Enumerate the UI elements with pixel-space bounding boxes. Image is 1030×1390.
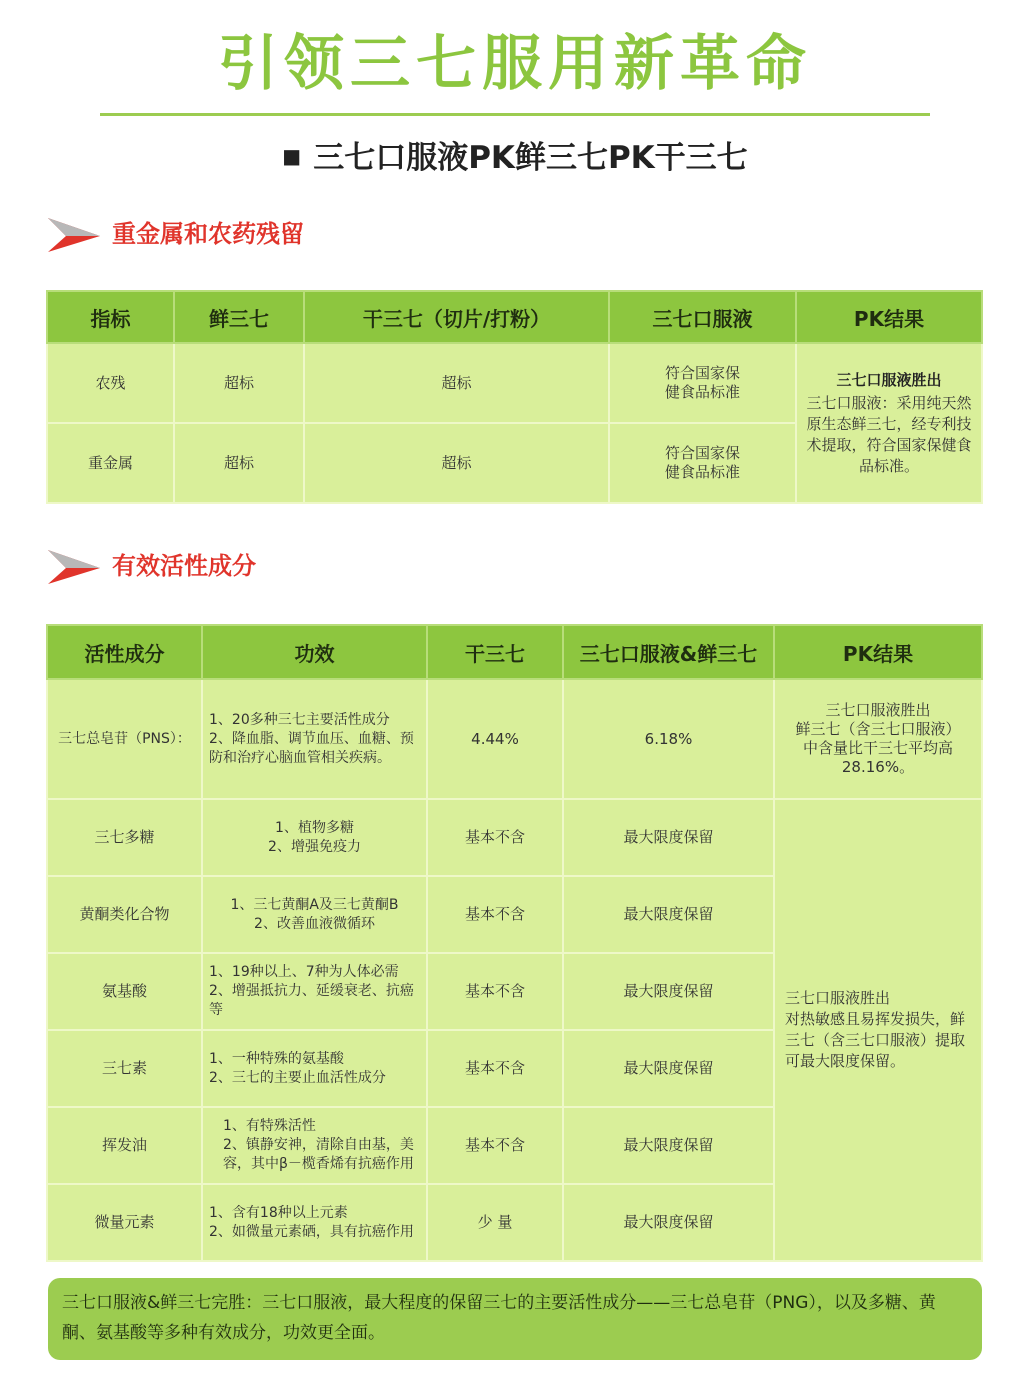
square-bullet-icon: ■ <box>282 144 302 168</box>
liquid-cell: 最大限度保留 <box>563 1030 774 1107</box>
effect-cell: 1、植物多糖 2、增强免疫力 <box>202 799 427 876</box>
summary-banner: 三七口服液&鲜三七完胜：三七口服液，最大程度的保留三七的主要活性成分——三七总皂苷（PNG），以及多糖、黄酮、氨基酸等多种有效成分，功效更全面。 <box>48 1278 982 1360</box>
liquid-cell: 最大限度保留 <box>563 799 774 876</box>
section-heading-ingredients <box>46 544 256 588</box>
effect-cell: 1、有特殊活性 2、镇静安神，清除自由基，美容，其中β－榄香烯有抗癌作用 <box>202 1107 427 1184</box>
fresh-cell: 超标 <box>174 343 304 423</box>
liquid-cell: 符合国家保 健食品标准 <box>609 343 796 423</box>
effect-cell: 1、三七黄酮A及三七黄酮B 2、改善血液微循环 <box>202 876 427 953</box>
table-header-row <box>47 291 982 343</box>
column-header: 三七口服液&鲜三七 <box>563 625 774 679</box>
liquid-cell: 最大限度保留 <box>563 1107 774 1184</box>
dry-cell: 基本不含 <box>427 1030 563 1107</box>
liquid-cell: 最大限度保留 <box>563 876 774 953</box>
section-heading-residue <box>46 212 304 256</box>
pk-result-cell <box>796 343 982 503</box>
page-title: 引领三七服用新革命 <box>218 29 812 99</box>
liquid-cell: 最大限度保留 <box>563 953 774 1030</box>
dry-cell: 基本不含 <box>427 876 563 953</box>
table-row <box>47 799 982 876</box>
indicator-cell: 重金属 <box>47 423 174 503</box>
dry-cell: 少 量 <box>427 1184 563 1261</box>
table-row <box>47 679 982 799</box>
section-heading-label: 重金属和农药残留 <box>112 220 304 248</box>
column-header: 干三七 <box>427 625 563 679</box>
liquid-cell: 最大限度保留 <box>563 1184 774 1261</box>
pk-result-title: 三七口服液胜出 <box>836 370 942 389</box>
liquid-cell: 符合国家保 健食品标准 <box>609 423 796 503</box>
column-header: PK结果 <box>774 625 982 679</box>
ingredient-cell: 挥发油 <box>47 1107 202 1184</box>
column-header: 活性成分 <box>47 625 202 679</box>
ingredient-cell: 三七多糖 <box>47 799 202 876</box>
dry-cell: 4.44% <box>427 679 563 799</box>
dry-cell: 基本不含 <box>427 1107 563 1184</box>
column-header: 功效 <box>202 625 427 679</box>
pk-result-cell: 三七口服液胜出 对热敏感且易挥发损失，鲜三七（含三七口服液）提取可最大限度保留。 <box>774 799 982 1261</box>
ingredient-cell: 黄酮类化合物 <box>47 876 202 953</box>
liquid-cell: 6.18% <box>563 679 774 799</box>
column-header: PK结果 <box>796 291 982 343</box>
page-subtitle <box>0 136 1030 178</box>
dry-cell: 超标 <box>304 343 609 423</box>
ingredients-table <box>46 624 983 1262</box>
column-header: 指标 <box>47 291 174 343</box>
section-heading-label: 有效活性成分 <box>112 552 256 580</box>
ingredient-cell: 微量元素 <box>47 1184 202 1261</box>
table-header-row <box>47 625 982 679</box>
title-divider <box>100 113 930 116</box>
ingredient-cell: 三七总皂苷（PNS）： <box>47 679 202 799</box>
dry-cell: 超标 <box>304 423 609 503</box>
ingredient-cell: 氨基酸 <box>47 953 202 1030</box>
effect-cell: 1、20多种三七主要活性成分 2、降血脂、调节血压、血糖、预防和治疗心脑血管相关疾病。 <box>202 679 427 799</box>
effect-cell: 1、一种特殊的氨基酸 2、三七的主要止血活性成分 <box>202 1030 427 1107</box>
red-arrow-icon <box>46 214 102 254</box>
column-header: 干三七（切片/打粉） <box>304 291 609 343</box>
indicator-cell: 农残 <box>47 343 174 423</box>
fresh-cell: 超标 <box>174 423 304 503</box>
ingredient-cell: 三七素 <box>47 1030 202 1107</box>
subtitle-text: 三七口服液PK鲜三七PK干三七 <box>313 140 748 176</box>
table-row <box>47 343 982 423</box>
red-arrow-icon <box>46 546 102 586</box>
dry-cell: 基本不含 <box>427 799 563 876</box>
column-header: 三七口服液 <box>609 291 796 343</box>
effect-cell: 1、19种以上、7种为人体必需 2、增强抵抗力、延缓衰老、抗癌等 <box>202 953 427 1030</box>
column-header: 鲜三七 <box>174 291 304 343</box>
effect-cell: 1、含有18种以上元素 2、如微量元素硒，具有抗癌作用 <box>202 1184 427 1261</box>
pk-result-cell: 三七口服液胜出 鲜三七（含三七口服液）中含量比干三七平均高28.16%。 <box>774 679 982 799</box>
residue-table <box>46 290 983 504</box>
dry-cell: 基本不含 <box>427 953 563 1030</box>
pk-result-text: 三七口服液：采用纯天然原生态鲜三七，经专利技术提取，符合国家保健食品标准。 <box>806 393 972 475</box>
